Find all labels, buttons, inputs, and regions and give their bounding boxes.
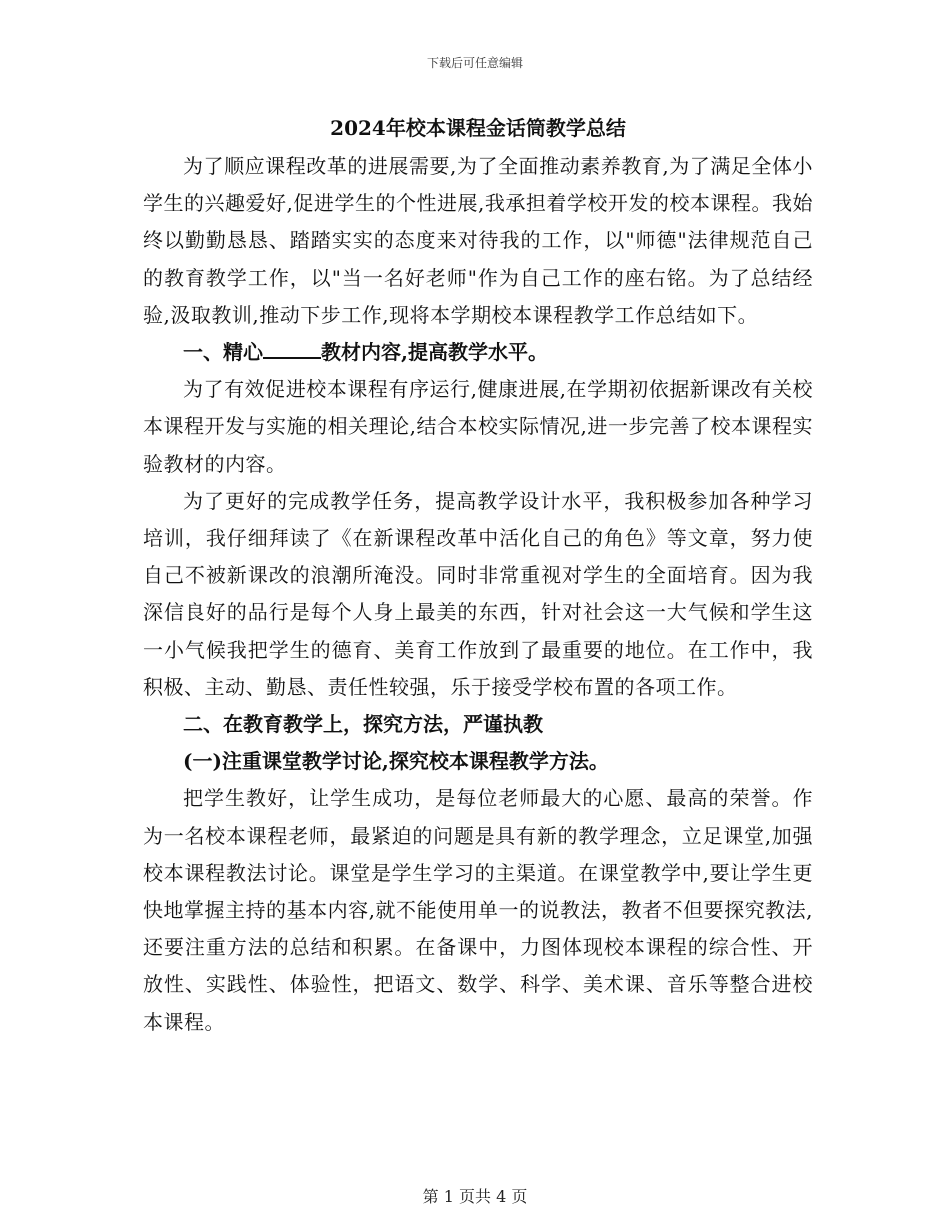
section-1-heading	[143, 334, 813, 371]
document-title: 2024年校本课程金话筒教学总结	[330, 116, 626, 140]
section-2-subheading-1: (一)注重课堂教学讨论,探究校本课程教学方法。	[183, 749, 609, 774]
page-header-note: 下载后可任意编辑	[426, 56, 523, 70]
page-footer-note: 第 1 页共 4 页	[422, 1187, 528, 1206]
fill-in-blank	[263, 339, 321, 359]
section-1-paragraph-1: 为了有效促进校本课程有序运行,健康进展,在学期初依据新课改有关校本课程开发与实施的相关理论,结合本校实际情况,进一步完善了校本课程实验教材的内容。	[143, 377, 813, 476]
section-1-heading-post: 教材内容,提高教学水平。	[321, 340, 548, 365]
section-1-heading-pre: 一、精心	[183, 340, 263, 365]
section-2-heading: 二、在教育教学上，探究方法，严谨执教	[183, 712, 543, 737]
intro-paragraph: 为了顺应课程改革的进展需要,为了全面推动素养教育,为了满足全体小学生的兴趣爱好,促进学生的个性进展,我承担着学校开发的校本课程。我始终以勤勤恳恳、踏踏实实的态度来对待我的工作，以"师德"法律规范自己的教育教学工作，以"当一名好老师"作为自己工作的座右铭。为了总结经验,汲取教训,推动下步工作,现将本学期校本课程教学工作总结如下。	[143, 154, 813, 327]
document-body	[143, 108, 813, 1041]
section-1-paragraph-2: 为了更好的完成教学任务，提高教学设计水平，我积极参加各种学习培训，我仔细拜读了《在新课程改革中活化自己的角色》等文章，努力使自己不被新课改的浪潮所淹没。同时非常重视对学生的全面培育。因为我深信良好的品行是每个人身上最美的东西，针对社会这一大气候和学生这一小气候我把学生的德育、美育工作放到了最重要的地位。在工作中，我积极、主动、勤恳、责任性较强，乐于接受学校布置的各项工作。	[143, 488, 813, 699]
section-2-paragraph-1: 把学生教好，让学生成功，是每位老师最大的心愿、最高的荣誉。作为一名校本课程老师，最紧迫的问题是具有新的教学理念，立足课堂,加强校本课程教法讨论。课堂是学生学习的主渠道。在课堂教学中,要让学生更快地掌握主持的基本内容,就不能使用单一的说教法，教者不但要探究教法,还要注重方法的总结和积累。在备课中，力图体现校本课程的综合性、开放性、实践性、体验性，把语文、数学、科学、美术课、音乐等整合进校本课程。	[143, 786, 813, 1034]
